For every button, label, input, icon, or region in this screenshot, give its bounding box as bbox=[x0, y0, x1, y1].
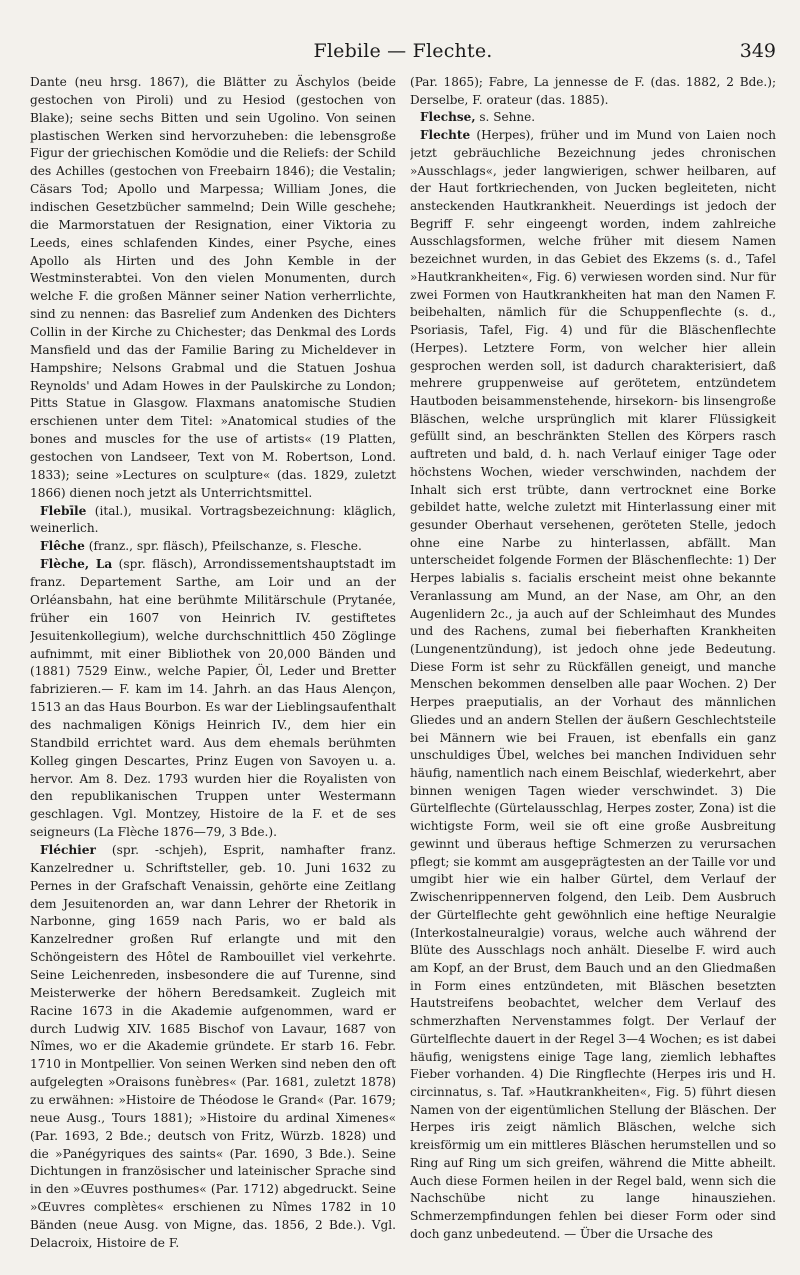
entry-flechse: Flechse, s. Sehne. bbox=[420, 110, 536, 125]
page-number: 349 bbox=[739, 40, 776, 62]
right-column bbox=[410, 74, 776, 1257]
entry-fleche: Flêche (franz., spr. fläsch), Pfeilschanze, s. Flesche. bbox=[40, 539, 362, 554]
text-columns bbox=[30, 74, 776, 1257]
headword: Flebīle bbox=[40, 503, 87, 518]
entry-continuation: Dante (neu hrsg. 1867), die Blätter zu Äschylos (beide gestochen von Piroli) und zu Hesiod (gestochen von Blake); seine sechs Bitten und sein Ugolino. Von seinen plastischen Werken sind hervorzuheben: die lebensgroße Figur der griechischen Komödie und die Reliefs: der Schild des Achilles (gestochen von Freebairn 1846); die Vestalin; Cäsars Tod; Apollo und Marpessa; William Jones, die indischen Gesetzbücher sammelnd; Dein Wille geschehe; die Marmorstatuen der Resignation, einer Viktoria zu Leeds, eines schlafenden Kindes, einer Psyche, eines Apollo als Hirten und des John Kemble in der Westminsterabtei. Von den vielen Monumenten, durch welche F. die großen Männer seiner Nation verherrlichte, sind zu nennen: das Basrelief zum Andenken des Dichters Collin in der Kirche zu Chichester; das Denkmal des Lords Mansfield und das der Familie Baring zu Micheldever in Hampshire; Nelsons Grabmal und die Statuen Joshua Reynolds' und Adam Howes in der Paulskirche zu London; Pitts Statue in Glasgow. Flaxmans anatomische Studien erschienen unter dem Titel: »Anatomical studies of the bones and muscles for the use of artists« (19 Platten, gestochen von Landseer, Text von M. Robertson, Lond. 1833); seine »Lectures on sculpture« (das. 1829, zuletzt 1866) dienen noch jetzt als Unterrichtsmittel. bbox=[30, 75, 396, 500]
headword: Fléchier bbox=[40, 842, 96, 857]
headword: Flechte bbox=[420, 128, 471, 143]
entry-continuation: (Par. 1865); Fabre, La jennesse de F. (das. 1882, 2 Bde.); Derselbe, F. orateur (das. 1885). bbox=[410, 75, 776, 107]
page-header bbox=[30, 40, 776, 70]
left-column bbox=[30, 74, 396, 1257]
headword: Flêche bbox=[40, 539, 85, 554]
headword: Flechse, bbox=[420, 110, 476, 125]
headword: Flèche, La bbox=[40, 557, 113, 572]
entry-flechier: Fléchier (spr. -schjeh), Esprit, namhafter franz. Kanzelredner u. Schriftsteller, geb. 10. Juni 1632 zu Pernes in der Grafschaft Venaissin, gehörte eine Zeitlang dem Jesuitenorden an, war dann Lehrer der Rhetorik in Narbonne, ging 1659 nach Paris, wo er bald als Kanzelredner großen Ruf erlangte und mit den Schöngeistern des Hôtel de Rambouillet viel verkehrte. Seine Leichenreden, insbesondere die auf Turenne, sind Meisterwerke der höhern Beredsamkeit. Zugleich mit Racine 1673 in die Akademie aufgenommen, ward er durch Ludwig XIV. 1685 Bischof von Lavaur, 1687 von Nîmes, wo er die Akademie gründete. Er starb 16. Febr. 1710 in Montpellier. Von seinen Werken sind neben den oft aufgelegten »Oraisons funèbres« (Par. 1681, zuletzt 1878) zu erwähnen: »Histoire de Théodose le Grand« (Par. 1679; neue Ausg., Tours 1881); »Histoire du ardinal Ximenes« (Par. 1693, 2 Bde.; deutsch von Fritz, Würzb. 1828) und die »Panégyriques des saints« (Par. 1690, 3 Bde.). Seine Dichtungen in französischer und lateinischer Sprache sind in den »Œuvres posthumes« (Par. 1712) abgedruckt. Seine »Œuvres complètes« erschienen zu Nîmes 1782 in 10 Bänden (neue Ausg. von Migne, das. 1856, 2 Bde.). Vgl. Delacroix, Histoire de F. bbox=[30, 842, 396, 1250]
running-head: Flebile — Flechte. bbox=[313, 40, 493, 62]
entry-flebile: Flebīle (ital.), musikal. Vortragsbezeichnung: kläglich, weinerlich. bbox=[30, 503, 396, 536]
entry-flechte: Flechte (Herpes), früher und im Mund von Laien noch jetzt gebräuchliche Bezeichnung jedes chronischen »Ausschlags«, jeder langwierigen, schwer heilbaren, auf der Haut fortkriechenden, von Jucken begleiteten, nicht ansteckenden Hautkrankheit. Neuerdings ist jedoch der Begriff F. sehr eingeengt worden, indem zahlreiche Ausschlagsformen, welche früher mit diesem Namen bezeichnet wurden, in das Gebiet des Ekzems (s. d., Tafel »Hautkrankheiten«, Fig. 6) verwiesen worden sind. Nur für zwei Formen von Hautkrankheiten hat man den Namen F. beibehalten, nämlich für die Schuppenflechte (s. d., Psoriasis, Tafel, Fig. 4) und für die Bläschenflechte (Herpes). Letztere Form, von welcher hier allein gesprochen werden soll, ist dadurch charakterisiert, daß mehrere gruppenweise auf gerötetem, entzündetem Hautboden beisammenstehende, hirsekorn- bis linsengroße Bläschen, welche ursprünglich mit klarer Flüssigkeit gefüllt sind, an beschränkten Stellen des Körpers rasch auftreten und bald, d. h. nach Verlauf einiger Tage oder höchstens Wochen, wieder verschwinden, nachdem der Inhalt sich erst trübte, dann vertrocknet eine Borke gebildet hatte, welche zuletzt mit Hinterlassung einer mit gesunder Oberhaut versehenen, geröteten Stelle, jedoch ohne eine Narbe zu hinterlassen, abfällt. Man unterscheidet folgende Formen der Bläschenflechte: 1) Der Herpes labialis s. facialis erscheint meist ohne bekannte Veranlassung am Mund, an der Nase, am Ohr, an den Augenlidern 2c., ja auch auf der Schleimhaut des Mundes und des Rachens, zumal bei fieberhaften Krankheiten (Lungenentzündung), ist jedoch ohne jede Bedeutung. Diese Form ist sehr zu Rückfällen geneigt, und manche Menschen bekommen denselben alle paar Wochen. 2) Der Herpes praeputialis, an der Vorhaut des männlichen Gliedes und an andern Stellen der äußern Geschlechtsteile bei Männern wie bei Frauen, ist ebenfalls ein ganz unschuldiges Übel, welches bei manchen Individuen sehr häufig, namentlich nach einem Beischlaf, wiederkehrt, aber binnen wenigen Tagen wieder verschwindet. 3) Die Gürtelflechte (Gürtelausschlag, Herpes zoster, Zona) ist die wichtigste Form, weil sie oft eine große Ausbreitung gewinnt und überaus heftige Schmerzen zu verursachen pflegt; sie kommt am ausgeprägtesten an der Taille vor und umgibt hier wie ein halber Gürtel, dem Verlauf der Zwischenrippennerven folgend, den Leib. Dem Ausbruch der Gürtelflechte geht gewöhnlich eine heftige Neuralgie (Interkostalneuralgie) voraus, welche auch während der Blüte des Ausschlags noch anhält. Dieselbe F. wird auch am Kopf, an der Brust, dem Bauch und an den Gliedmaßen in Form eines entzündeten, mit Bläschen besetzten Hautstreifens beobachtet, welcher dem Verlauf des schmerzhaften Nervenstammes folgt. Der Verlauf der Gürtelflechte dauert in der Regel 3—4 Wochen; es ist dabei häufig, wenigstens einige Tage lang, ziemlich lebhaftes Fieber vorhanden. 4) Die Ringflechte (Herpes iris und H. circinnatus, s. Taf. »Hautkrankheiten«, Fig. 5) führt diesen Namen von der eigentümlichen Stellung der Bläschen. Der Herpes iris zeigt nämlich Bläschen, welche sich kreisförmig um ein mittleres Bläschen herumstellen und so Ring auf Ring um sich greifen, während die Mitte abheilt. Auch diese Formen heilen in der Regel bald, wenn sich die Nachschübe nicht zu lange hinausziehen. Schmerzempfindungen fehlen bei dieser Form oder sind doch ganz unbedeutend. — Über die Ursache des bbox=[410, 128, 776, 1241]
entry-la-fleche: Flèche, La (spr. fläsch), Arrondissementshauptstadt im franz. Departement Sarthe, am Loir und an der Orléansbahn, hat eine berühmte Militärschule (Prytanée, früher ein 1607 von Heinrich IV. gestiftetes Jesuitenkollegium), welche durchschnittlich 450 Zöglinge aufnimmt, mit einer Bibliothek von 20,000 Bänden und (1881) 7529 Einw., welche Papier, Öl, Leder und Bretter fabrizieren.— F. kam im 14. Jahrh. an das Haus Alençon, 1513 an das Haus Bourbon. Es war der Lieblingsaufenthalt des nachmaligen Königs Heinrich IV., dem hier ein Standbild errichtet ward. Aus dem ehemals berühmten Kolleg gingen Descartes, Prinz Eugen von Savoyen u. a. hervor. Am 8. Dez. 1793 wurden hier die Royalisten von den republikanischen Truppen unter Westermann geschlagen. Vgl. Montzey, Histoire de la F. et de ses seigneurs (La Flèche 1876—79, 3 Bde.). bbox=[30, 557, 396, 840]
